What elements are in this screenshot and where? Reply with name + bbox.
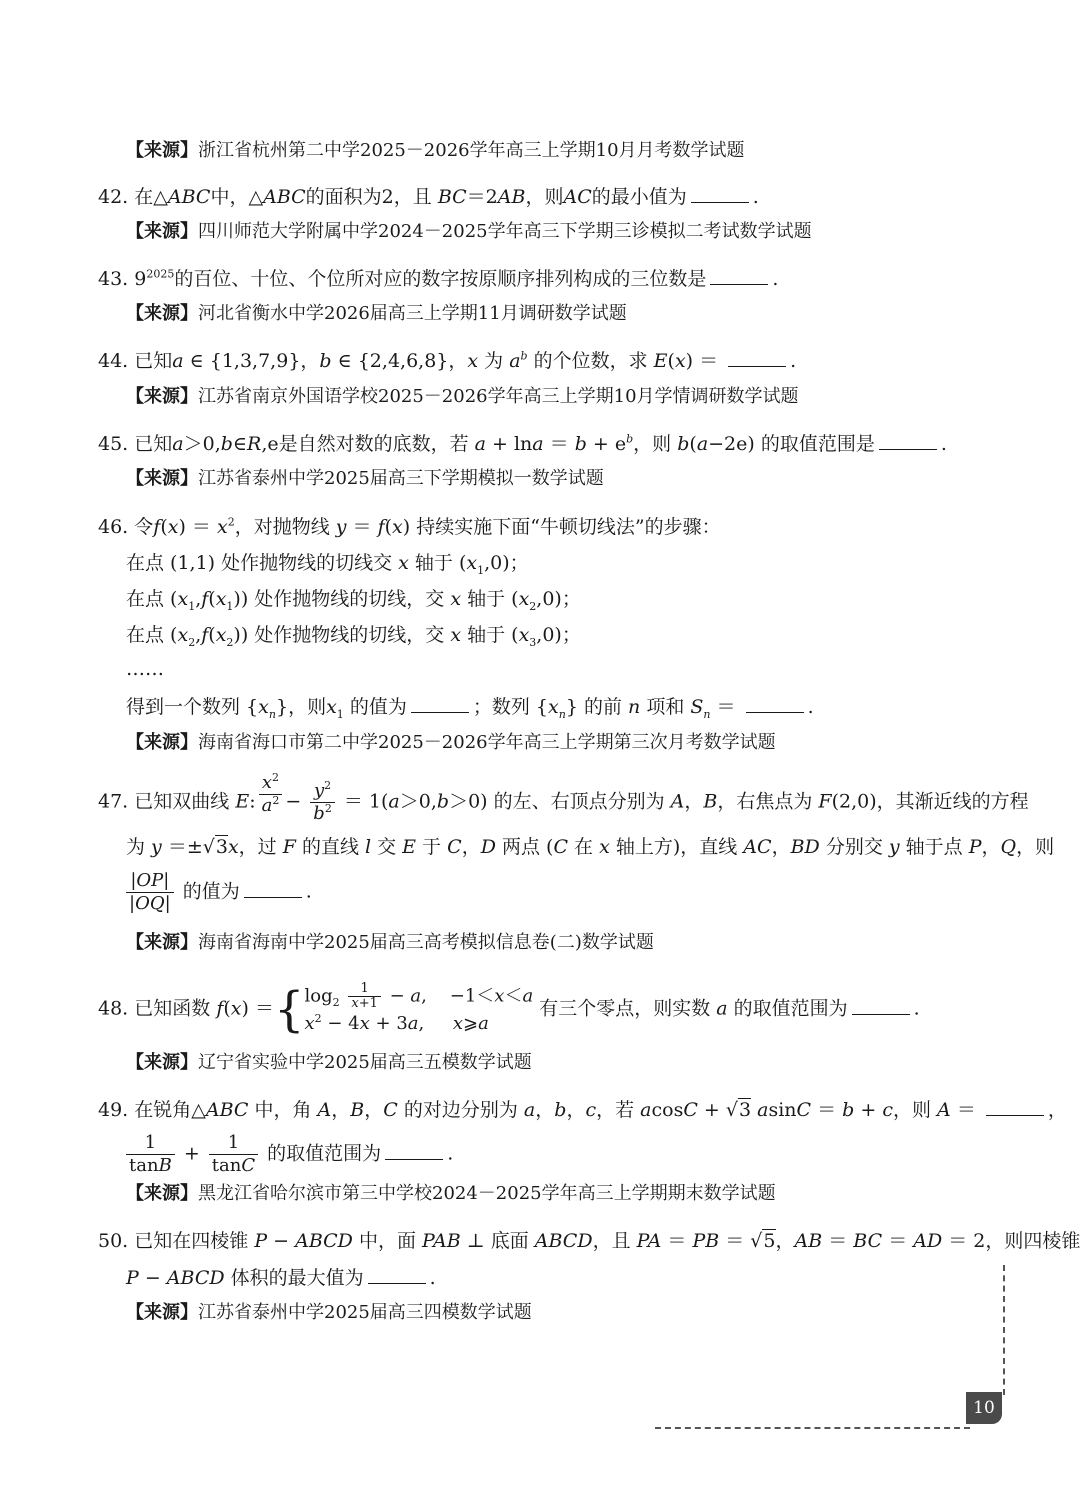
question-number: 43. bbox=[98, 268, 129, 290]
answer-blank bbox=[368, 1265, 426, 1284]
source-text: 海南省海南中学2025届高三高考模拟信息卷(二)数学试题 bbox=[198, 932, 654, 953]
source-text: 江苏省南京外国语学校2025－2026学年高三上学期10月学情调研数学试题 bbox=[198, 386, 799, 407]
answer-blank bbox=[385, 1141, 443, 1160]
q46-step-2: 在点 $(x_1,f(x_1))$ 处作抛物线的切线，交 x 轴于 $(x_2,0)$； bbox=[126, 588, 581, 613]
source-text: 黑龙江省哈尔滨市第三中学校2024－2025学年高三上学期期末数学试题 bbox=[198, 1183, 776, 1204]
source-text: 江苏省泰州中学2025届高三四模数学试题 bbox=[198, 1302, 532, 1323]
question-number: 42. bbox=[98, 186, 129, 208]
question-48: 48. 已知函数 f(x) ＝{ $\log_2$ $\frac{1}{x+1}$ − a, −1＜x＜a $x^2 - 4x + 3a$, x⩾a 有三个零点，则实数 a 的取值范围为 . bbox=[98, 981, 920, 1038]
q-text: 的百位、十位、个位所对应的数字按原顺序排列构成的三位数是 bbox=[174, 268, 707, 290]
page-number: 10 bbox=[966, 1392, 1002, 1424]
q-text: ，则 bbox=[525, 186, 564, 208]
question-number: 45. bbox=[98, 433, 129, 455]
q-math: BC bbox=[437, 186, 467, 208]
source-50 bbox=[126, 1300, 532, 1326]
question-45: 45. 已知a＞0,b∈R,e是自然对数的底数，若 $a + \ln a = b + e^b$，则 b(a−2e) 的取值范围是 . bbox=[98, 432, 947, 455]
q-text: 在点 bbox=[126, 624, 165, 646]
q-text: 在点 bbox=[126, 588, 165, 610]
source-text: 河北省衡水中学2026届高三上学期11月调研数学试题 bbox=[198, 303, 627, 324]
answer-blank bbox=[244, 879, 302, 898]
answer-blank bbox=[411, 694, 469, 713]
question-number: 44. bbox=[98, 350, 129, 372]
answer-blank bbox=[710, 266, 768, 285]
source-42 bbox=[126, 219, 812, 245]
q-text: 在△ bbox=[134, 186, 168, 208]
q-text: ＝2 bbox=[466, 186, 498, 208]
q50-line-2: P − ABCD 体积的最大值为 . bbox=[126, 1267, 436, 1289]
source-tag: 【来源】 bbox=[126, 468, 198, 489]
source-tag: 【来源】 bbox=[126, 140, 198, 161]
q-text: 在点 (1,1) 处作抛物线的切线交 bbox=[126, 552, 393, 574]
q-text: 项和 bbox=[646, 696, 685, 718]
q-math: AB bbox=[497, 186, 526, 208]
q-text: ，则 bbox=[288, 696, 327, 718]
answer-blank bbox=[728, 348, 786, 367]
question-44: 44. 已知a ∈ {1,3,7,9}，b ∈ {2,4,6,8}，x 为 $a^b$ 的个位数，求 E(x) ＝ . bbox=[98, 349, 797, 372]
source-tag: 【来源】 bbox=[126, 386, 198, 407]
source-text: 海南省海口市第二中学2025－2026学年高三上学期第三次月考数学试题 bbox=[198, 732, 776, 753]
source-49 bbox=[126, 1181, 776, 1207]
q46-step-1: 在点 (1,1) 处作抛物线的切线交 x 轴于 $(x_1,0)$； bbox=[126, 552, 529, 577]
answer-blank bbox=[879, 431, 937, 450]
q-text: 中，△ bbox=[210, 186, 264, 208]
source-tag: 【来源】 bbox=[126, 932, 198, 953]
source-text: 辽宁省实验中学2025届高三五模数学试题 bbox=[198, 1052, 532, 1073]
source-48 bbox=[126, 1050, 532, 1076]
question-42: 42. 在△ABC中，△ABC的面积为2，且 BC＝2AB，则AC的最小值为 . bbox=[98, 186, 759, 208]
answer-blank bbox=[746, 694, 804, 713]
page-border-dashed-vertical bbox=[1003, 1265, 1005, 1395]
question-number: 48. bbox=[98, 997, 129, 1020]
source-43 bbox=[126, 301, 627, 327]
source-41 bbox=[126, 138, 745, 164]
q-text: 的前 bbox=[583, 696, 622, 718]
q46-step-3: 在点 $(x_2,f(x_2))$ 处作抛物线的切线，交 x 轴于 $(x_3,0)$； bbox=[126, 624, 581, 649]
q-text: 的值为 bbox=[349, 696, 407, 718]
page-border-dashed-horizontal bbox=[655, 1427, 970, 1429]
source-44 bbox=[126, 384, 799, 410]
answer-blank bbox=[986, 1097, 1044, 1116]
q-text: 得到一个数列 bbox=[126, 696, 241, 718]
q-text: 已知 bbox=[134, 433, 173, 455]
q-math: AC bbox=[563, 186, 592, 208]
q-math: ABC bbox=[263, 186, 306, 208]
source-text: 浙江省杭州第二中学2025－2026学年高三上学期10月月考数学试题 bbox=[198, 140, 745, 161]
q47-line-2: 为 y ＝±√3x，过 F 的直线 l 交 E 于 C，D 两点 (C 在 x 轴上方)，直线 AC，BD 分别交 y 轴于点 P，Q，则 bbox=[126, 836, 1055, 858]
source-tag: 【来源】 bbox=[126, 732, 198, 753]
q-text: 的最小值为 bbox=[591, 186, 687, 208]
answer-blank bbox=[691, 184, 749, 203]
q-text: 已知 bbox=[134, 350, 173, 372]
q-math: 9 bbox=[134, 268, 147, 290]
question-43: 43. $9^{2025}$的百位、十位、个位所对应的数字按原顺序排列构成的三位数是 . bbox=[98, 267, 779, 290]
q-text: 处作抛物线的切线，交 bbox=[254, 588, 445, 610]
q46-ellipsis bbox=[126, 656, 164, 682]
q-math: ABC bbox=[167, 186, 211, 208]
q-text: 令 bbox=[134, 516, 154, 538]
question-number: 47. bbox=[98, 790, 129, 813]
q-text: ；数列 bbox=[472, 696, 530, 718]
source-tag: 【来源】 bbox=[126, 221, 198, 242]
source-text: 四川师范大学附属中学2024－2025学年高三下学期三诊模拟二考试数学试题 bbox=[198, 221, 812, 242]
source-45 bbox=[126, 466, 604, 492]
source-tag: 【来源】 bbox=[126, 1052, 198, 1073]
source-47 bbox=[126, 930, 654, 956]
source-tag: 【来源】 bbox=[126, 1302, 198, 1323]
q-text: 处作抛物线的切线，交 bbox=[254, 624, 445, 646]
source-tag: 【来源】 bbox=[126, 303, 198, 324]
question-49: 49. 在锐角△ABC 中，角 A，B，C 的对边分别为 a，b，c，若 acosC + √3 asinC ＝ b + c，则 A ＝ ， bbox=[98, 1099, 1067, 1121]
question-number: 49. bbox=[98, 1099, 129, 1121]
source-tag: 【来源】 bbox=[126, 1183, 198, 1204]
q46-conclusion: 得到一个数列 $\{x_n\}$，则$x_1$ 的值为 ；数列 $\{x_n\}$ 的前 n 项和 $S_n$ ＝ . bbox=[126, 696, 814, 721]
q-text: 的面积为2，且 bbox=[305, 186, 432, 208]
q49-line-2: $\frac{1}{\tan B}$ + $\frac{1}{\tan C}$ 的取值范围为 . bbox=[126, 1132, 453, 1177]
question-number: 46. bbox=[98, 516, 129, 538]
question-46: 46. 令$f(x) = x^2$，对抛物线 y ＝ f(x) 持续实施下面“牛顿切线法”的步骤： bbox=[98, 515, 721, 538]
answer-blank bbox=[852, 996, 910, 1015]
question-47: 47. 已知双曲线 E: $\frac{x^2}{a^2}$ − $\frac{y^2}{b^2}$ ＝ 1(a＞0,b＞0) 的左、右顶点分别为 A，B，右焦点为 F(2,0)，其渐近线的方程 bbox=[98, 771, 1029, 824]
q47-line-3: $\frac{|OP|}{|OQ|}$ 的值为 . bbox=[126, 870, 312, 915]
q-text: …… bbox=[126, 658, 164, 680]
q-math: 2025 bbox=[146, 267, 175, 281]
source-text: 江苏省泰州中学2025届高三下学期模拟一数学试题 bbox=[198, 468, 604, 489]
question-number: 50. bbox=[98, 1230, 129, 1252]
question-50: 50. 已知在四棱锥 P − ABCD 中，面 PAB ⊥ 底面 ABCD，且 PA ＝ PB ＝ √5，AB ＝ BC ＝ AD ＝ 2，则四棱锥 bbox=[98, 1230, 1080, 1252]
source-46 bbox=[126, 730, 776, 756]
